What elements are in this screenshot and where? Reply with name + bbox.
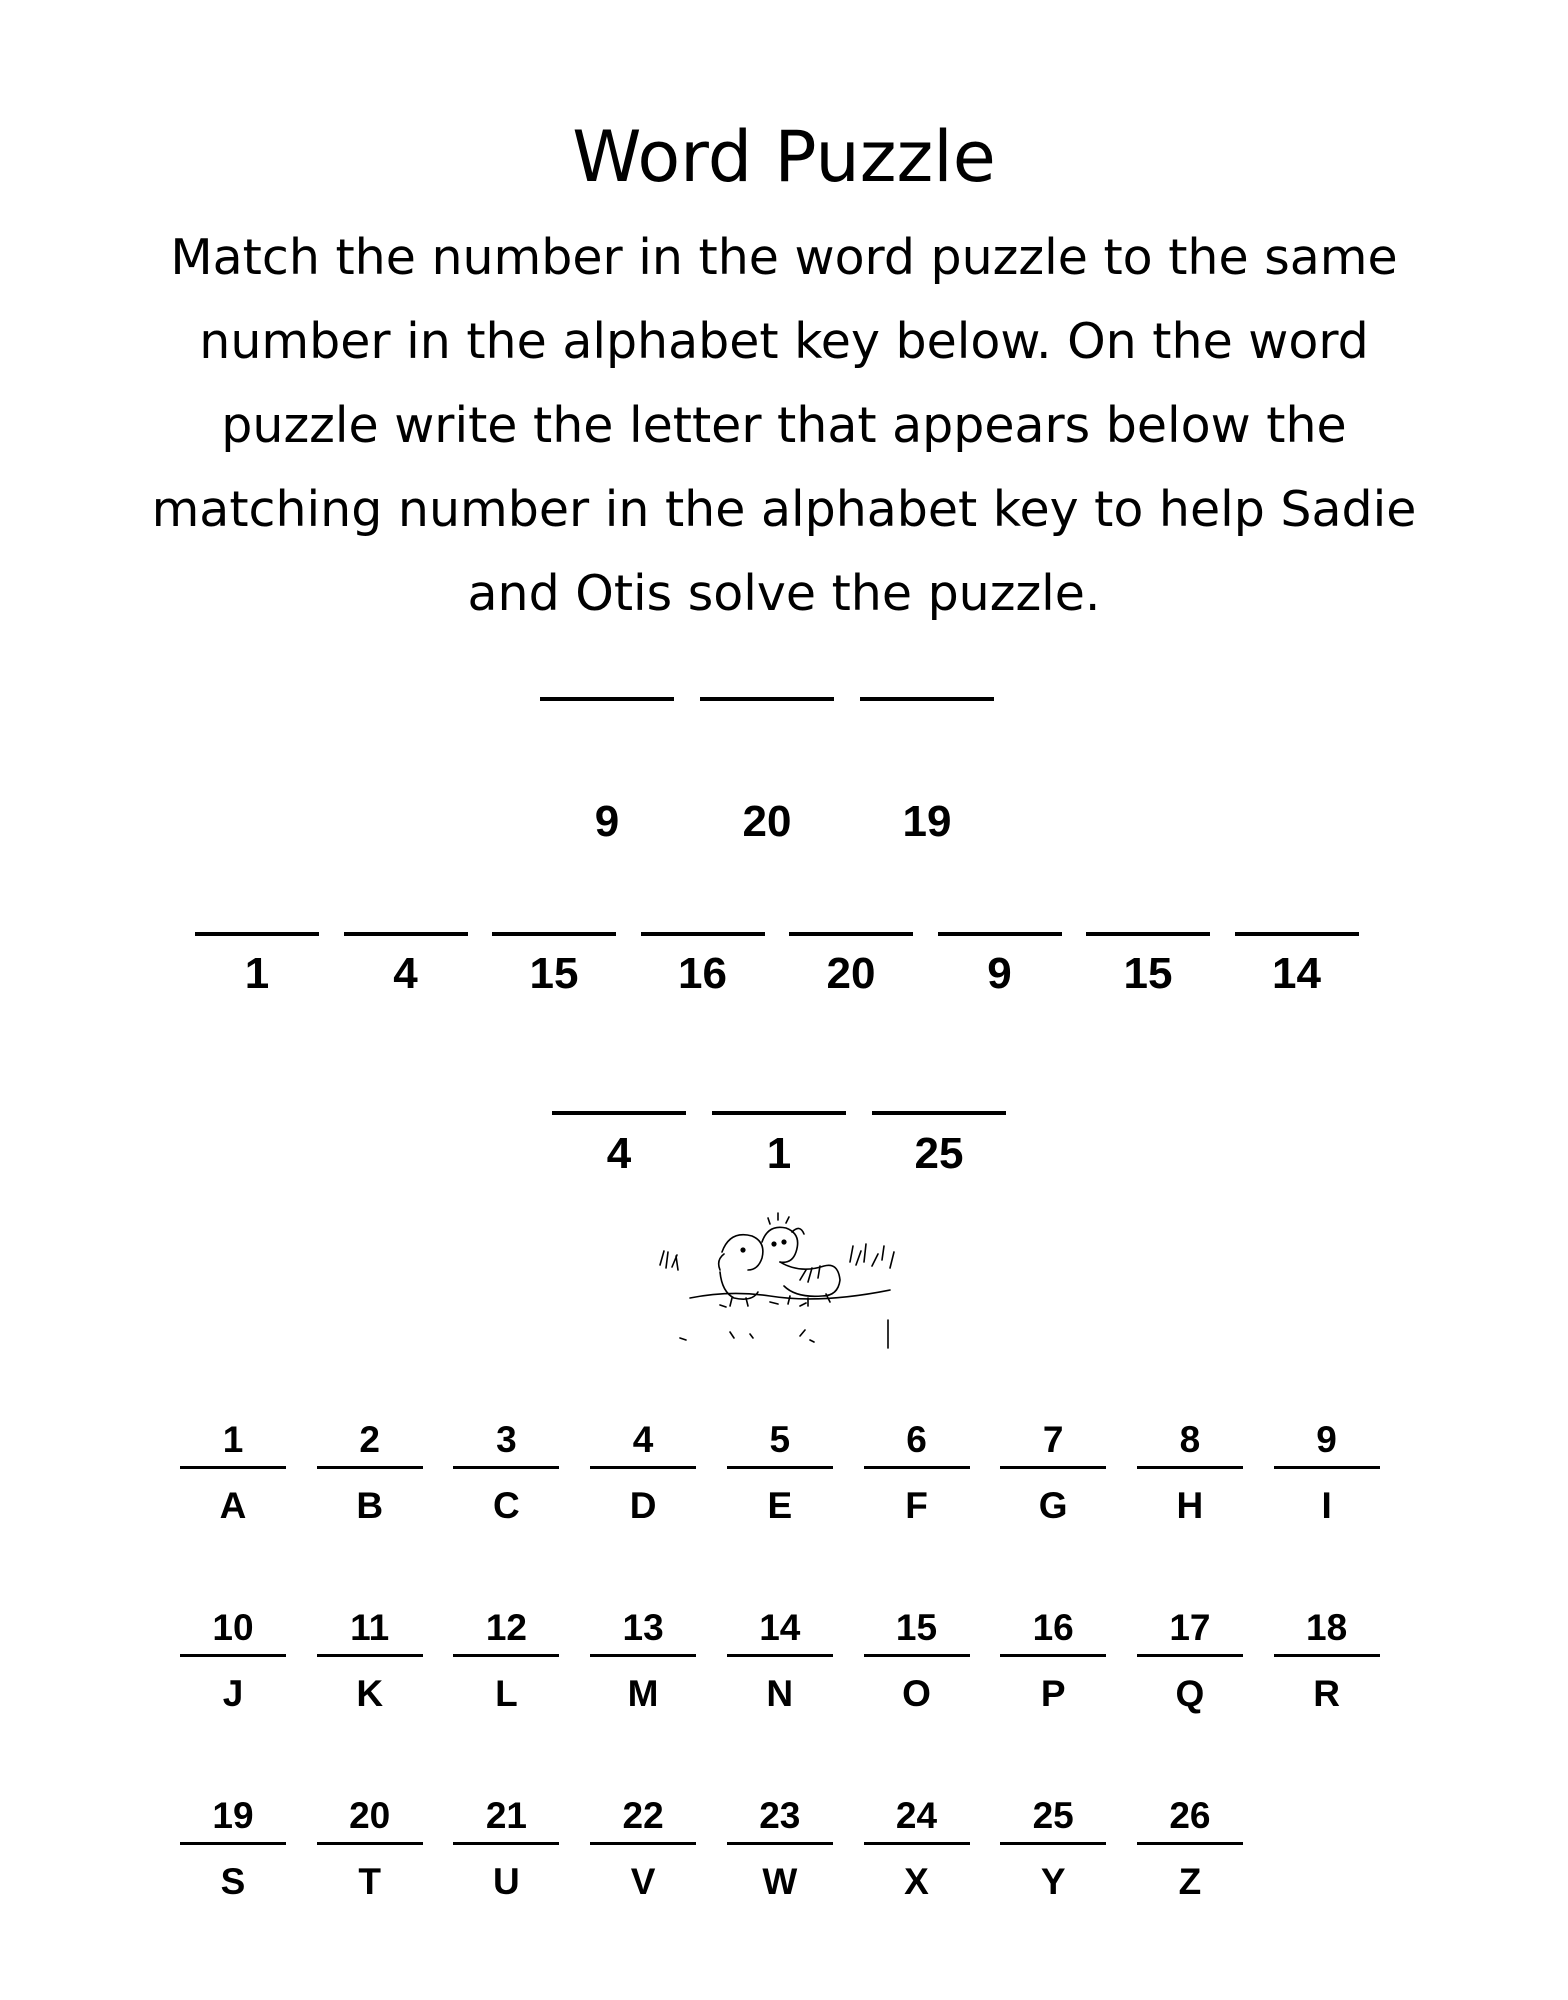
answer-blank[interactable]	[1086, 932, 1210, 936]
answer-blank[interactable]	[1235, 932, 1359, 936]
key-letter: P	[1040, 1673, 1066, 1714]
key-number: 24	[895, 1795, 938, 1836]
key-letter: D	[629, 1485, 657, 1526]
key-divider	[180, 1654, 286, 1657]
key-letter: F	[905, 1485, 928, 1526]
key-letter: I	[1321, 1485, 1332, 1526]
puzzle-number: 1	[244, 949, 270, 998]
key-letter: C	[493, 1485, 520, 1526]
key-divider	[180, 1842, 286, 1845]
key-number: 4	[632, 1419, 654, 1460]
puzzle-number: 1	[766, 1129, 792, 1178]
puzzle-number: 16	[678, 949, 727, 998]
answer-blank[interactable]	[860, 697, 994, 701]
answer-blank[interactable]	[492, 932, 616, 936]
key-number: 10	[212, 1607, 254, 1648]
key-divider	[864, 1466, 970, 1469]
answer-blank[interactable]	[789, 932, 913, 936]
puzzle-number: 15	[1123, 949, 1173, 998]
key-number: 23	[759, 1795, 801, 1836]
key-number: 7	[1042, 1419, 1064, 1460]
puzzle-number: 15	[529, 949, 579, 998]
key-letter: S	[220, 1861, 246, 1902]
key-letter: X	[904, 1861, 929, 1902]
key-letter: B	[356, 1485, 384, 1526]
key-divider	[1000, 1654, 1106, 1657]
key-number: 6	[906, 1419, 927, 1460]
answer-blank[interactable]	[195, 932, 319, 936]
puzzle-number: 4	[606, 1129, 632, 1178]
key-letter: T	[358, 1861, 381, 1902]
instructions-text: Match the number in the word puzzle to the same number in the alphabet key below. On the word puzzle write the letter that appears below the matching number in the alphabet key to help Sadie and Otis solve the puzzle.	[151, 229, 1417, 622]
key-number: 26	[1169, 1795, 1211, 1836]
key-divider	[864, 1842, 970, 1845]
answer-blank[interactable]	[872, 1111, 1006, 1115]
key-letter: N	[766, 1673, 794, 1714]
key-number: 12	[485, 1607, 527, 1648]
page-title: Word Puzzle	[572, 116, 996, 198]
key-divider	[453, 1466, 559, 1469]
key-number: 17	[1169, 1607, 1211, 1648]
answer-blank[interactable]	[344, 932, 468, 936]
puzzle-number: 9	[594, 797, 620, 846]
puzzle-number: 9	[987, 949, 1012, 998]
key-letter: G	[1038, 1485, 1068, 1526]
answer-blank[interactable]	[700, 697, 834, 701]
key-divider	[1137, 1842, 1243, 1845]
key-letter: H	[1176, 1485, 1204, 1526]
key-divider	[453, 1654, 559, 1657]
key-divider	[180, 1466, 286, 1469]
key-number: 5	[769, 1419, 791, 1460]
answer-blank[interactable]	[540, 697, 674, 701]
key-number: 21	[485, 1795, 527, 1836]
key-letter: O	[902, 1673, 931, 1714]
key-letter: Y	[1040, 1861, 1066, 1902]
key-letter: V	[630, 1861, 656, 1902]
key-number: 3	[496, 1419, 517, 1460]
key-divider	[1274, 1654, 1380, 1657]
puppies-in-grass-drawing	[650, 1210, 920, 1350]
key-divider	[1274, 1466, 1380, 1469]
key-number: 19	[212, 1795, 254, 1836]
key-divider	[590, 1466, 696, 1469]
key-number: 25	[1032, 1795, 1074, 1836]
key-letter: E	[767, 1485, 793, 1526]
key-number: 1	[222, 1419, 244, 1460]
answer-blank[interactable]	[552, 1111, 686, 1115]
puzzle-number: 25	[914, 1129, 964, 1178]
key-letter: Q	[1175, 1673, 1205, 1714]
key-number: 11	[350, 1607, 390, 1648]
key-letter: L	[495, 1673, 518, 1714]
key-divider	[317, 1654, 423, 1657]
key-divider	[590, 1654, 696, 1657]
key-divider	[317, 1466, 423, 1469]
key-divider	[1137, 1466, 1243, 1469]
key-divider	[590, 1842, 696, 1845]
key-number: 9	[1316, 1419, 1337, 1460]
key-number: 14	[759, 1607, 801, 1648]
puzzle-number: 14	[1272, 949, 1321, 998]
key-letter: J	[222, 1673, 244, 1714]
key-letter: M	[627, 1673, 659, 1714]
key-divider	[864, 1654, 970, 1657]
key-number: 13	[622, 1607, 664, 1648]
key-number: 15	[895, 1607, 938, 1648]
key-number: 2	[359, 1419, 380, 1460]
key-number: 22	[622, 1795, 664, 1836]
key-letter: A	[219, 1485, 247, 1526]
puzzle-number: 20	[742, 797, 792, 846]
key-number: 18	[1306, 1607, 1348, 1648]
key-letter: K	[356, 1673, 384, 1714]
key-divider	[317, 1842, 423, 1845]
key-letter: Z	[1178, 1861, 1202, 1902]
key-letter: R	[1313, 1673, 1340, 1714]
key-letter: U	[493, 1861, 520, 1902]
puzzle-number: 20	[826, 949, 876, 998]
answer-blank[interactable]	[712, 1111, 846, 1115]
answer-blank[interactable]	[641, 932, 765, 936]
answer-blank[interactable]	[938, 932, 1062, 936]
key-divider	[727, 1842, 833, 1845]
puzzle-number: 4	[393, 949, 418, 998]
key-divider	[1000, 1466, 1106, 1469]
key-number: 16	[1032, 1607, 1074, 1648]
key-divider	[1000, 1842, 1106, 1845]
puzzle-number: 19	[902, 797, 952, 846]
key-divider	[453, 1842, 559, 1845]
key-divider	[1137, 1654, 1243, 1657]
key-number: 8	[1179, 1419, 1201, 1460]
key-letter: W	[762, 1861, 798, 1902]
key-number: 20	[349, 1795, 391, 1836]
key-divider	[727, 1466, 833, 1469]
key-divider	[727, 1654, 833, 1657]
